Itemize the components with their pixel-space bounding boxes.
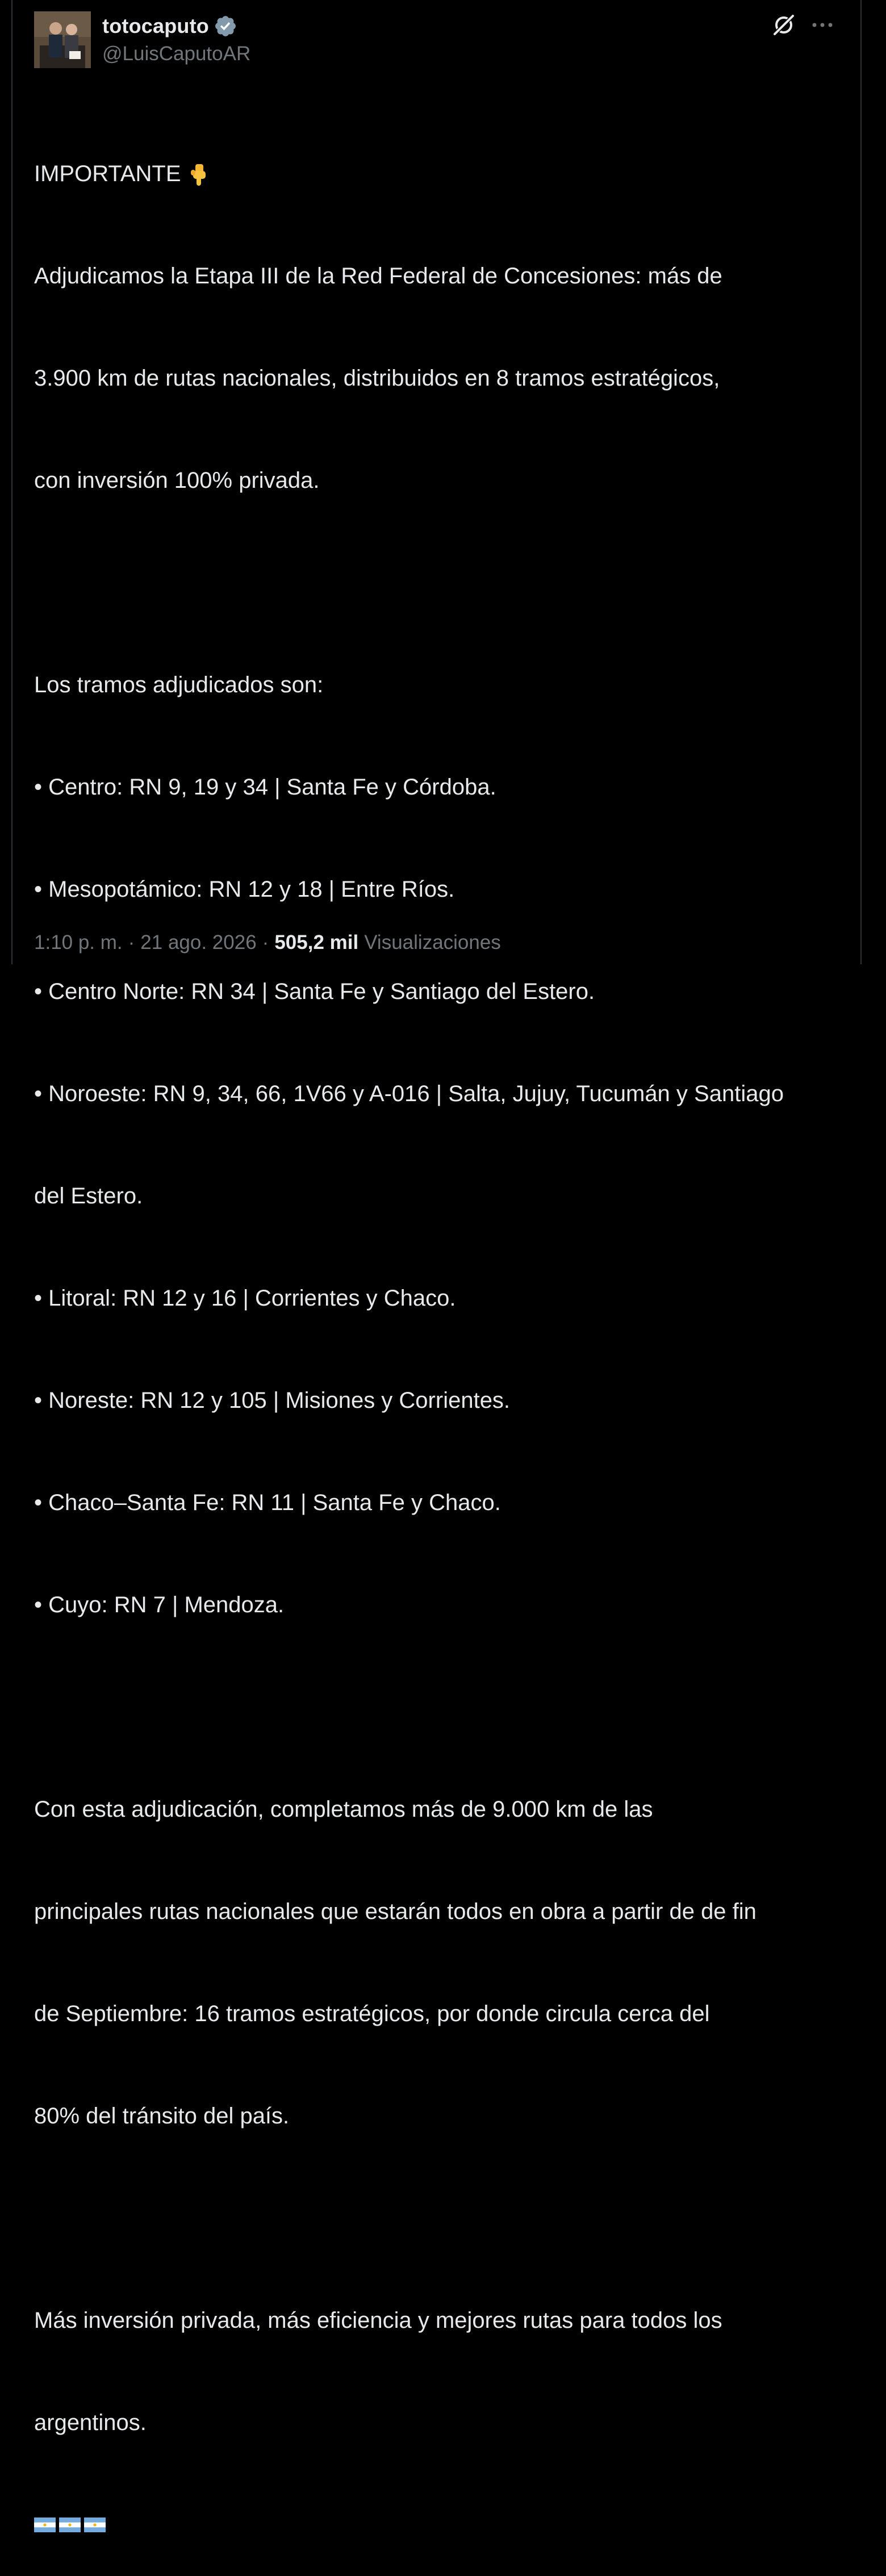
views-label: Visualizaciones [364,931,501,954]
pointing-down-emoji-icon [187,163,210,187]
list-item-noroeste: • Noroeste: RN 9, 34, 66, 1V66 y A-016 | Salta, Jujuy, Tucumán y Santiago [34,1081,784,1106]
flag-argentina-icon [59,2518,81,2532]
blank-line [34,566,841,600]
tweet-closing-2-line-1: Más inversión privada, más eficiencia y mejores rutas para todos los [34,2308,722,2333]
tweet-header [34,10,250,69]
tweet-closing-2-line-2: argentinos. [34,2410,147,2435]
list-item-noroeste-cont: del Estero. [34,1184,143,1208]
more-options-icon[interactable] [810,12,835,37]
blank-line [34,2201,841,2235]
list-item-mesopotamico: • Mesopotámico: RN 12 y 18 | Entre Ríos. [34,877,455,902]
flag-argentina-icon [84,2518,106,2532]
flag-argentina-icon [34,2518,56,2532]
tweet-text [34,89,841,2576]
avatar[interactable] [34,11,91,68]
tweet-closing-1-line-2: principales rutas nacionales que estarán todos en obra a partir de de fin [34,1899,757,1924]
tweet-closing-1-line-4: 80% del tránsito del país. [34,2104,290,2128]
tweet-date[interactable]: 21 ago. 2026 [140,931,257,954]
grok-icon[interactable] [770,11,797,39]
meta-separator: · [128,931,135,954]
list-item-chaco-santa-fe: • Chaco–Santa Fe: RN 11 | Santa Fe y Chaco. [34,1490,501,1515]
list-item-centro: • Centro: RN 9, 19 y 34 | Santa Fe y Córdoba. [34,775,496,800]
tweet-intro-line-1: Adjudicamos la Etapa III de la Red Federal de Concesiones: más de [34,264,722,288]
tweet-top-actions [770,11,835,39]
list-item-noreste: • Noreste: RN 12 y 105 | Misiones y Corrientes. [34,1388,511,1413]
flag-emojis [34,2508,841,2542]
tweet-closing-1-line-3: de Septiembre: 16 tramos estratégicos, por donde circula cerca del [34,2001,710,2026]
tweet-headline-line [34,157,841,191]
tweet-time[interactable]: 1:10 p. m. [34,931,123,954]
tweet-headline: IMPORTANTE [34,161,181,186]
list-item-centro-norte: • Centro Norte: RN 34 | Santa Fe y Santiago del Estero. [34,979,595,1004]
blank-line [34,1690,841,1724]
meta-separator: · [262,931,269,954]
views-count[interactable]: 505,2 mil [274,931,359,954]
author-handle[interactable]: @LuisCaputoAR [102,43,251,65]
list-item-litoral: • Litoral: RN 12 y 16 | Corrientes y Chaco. [34,1286,456,1311]
verified-badge-icon [214,14,237,38]
list-item-cuyo: • Cuyo: RN 7 | Mendoza. [34,1592,285,1617]
tweet-list-intro: Los tramos adjudicados son: [34,672,324,697]
tweet-meta [34,927,501,959]
tweet-closing-1-line-1: Con esta adjudicación, completamos más de 9.000 km de las [34,1797,653,1822]
tweet-intro-line-2: 3.900 km de rutas nacionales, distribuidos en 8 tramos estratégicos, [34,366,720,391]
tweet-intro-line-3: con inversión 100% privada. [34,468,320,493]
author-display-name[interactable]: totocaputo [102,14,209,37]
